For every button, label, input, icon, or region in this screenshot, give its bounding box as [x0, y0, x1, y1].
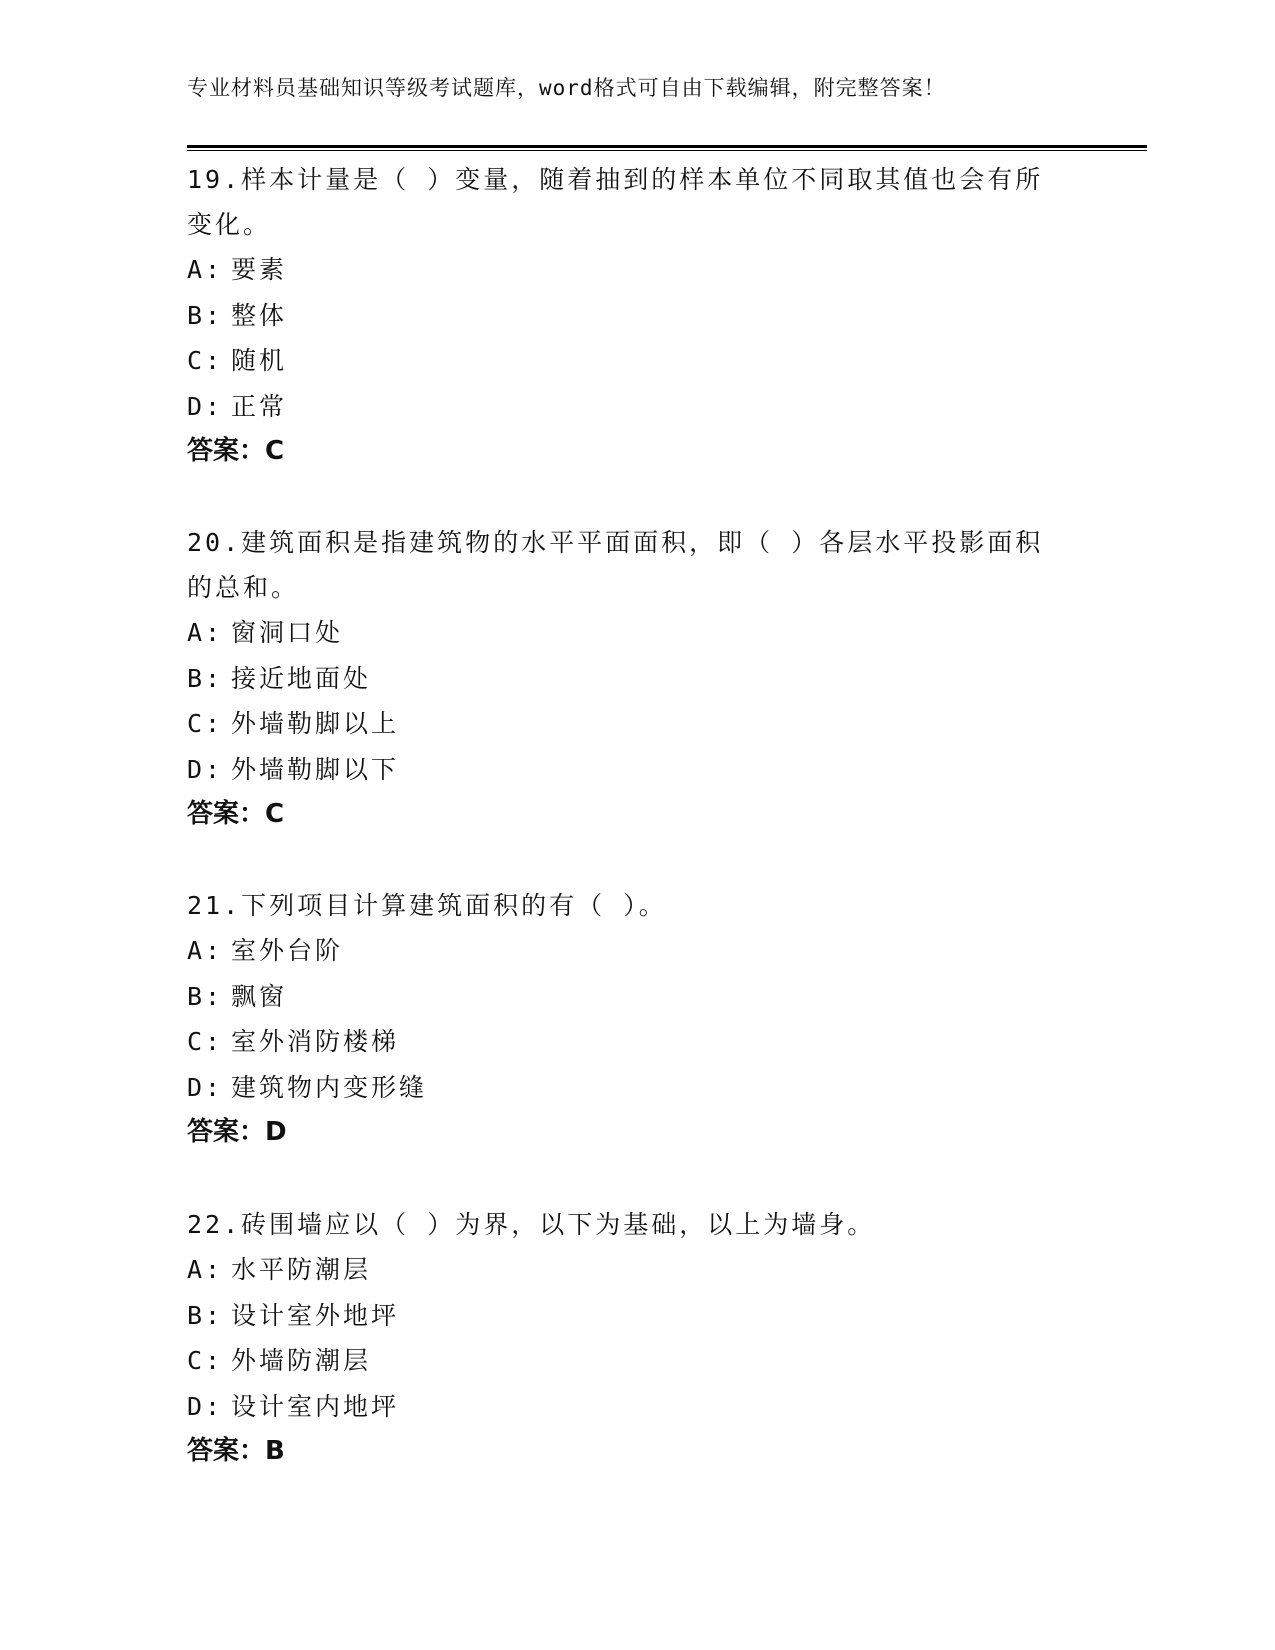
answer-line: 答案：D: [187, 1117, 287, 1147]
option-text: 要素: [231, 255, 288, 284]
option-d: [187, 384, 1067, 430]
option-b: [187, 1293, 1067, 1339]
option-label: B:: [187, 981, 224, 1011]
option-c: [187, 1338, 1067, 1384]
question-stem: 19.样本计量是（ ）变量，随着抽到的样本单位不同取其值也会有所变化。: [187, 165, 1044, 239]
answer-line: 答案：B: [187, 1436, 285, 1466]
option-text: 飘窗: [231, 981, 288, 1011]
option-label: A:: [187, 618, 224, 647]
option-d: [187, 747, 1067, 793]
option-c: [187, 338, 1067, 384]
question-21: [187, 883, 1067, 1155]
option-label: D:: [187, 1072, 224, 1102]
header-rule-thin: [187, 150, 1147, 151]
page-header: 专业材料员基础知识等级考试题库，word格式可自由下载编辑，附完整答案！: [187, 76, 946, 100]
answer-line: 答案：C: [187, 799, 285, 829]
option-c: [187, 701, 1067, 747]
option-text: 设计室外地坪: [231, 1300, 400, 1330]
option-label: C:: [187, 709, 224, 738]
answer-line: 答案：C: [187, 436, 285, 466]
option-a: [187, 247, 1067, 293]
option-label: A:: [187, 936, 224, 965]
option-label: C:: [187, 346, 224, 375]
option-text: 正常: [231, 391, 288, 421]
option-d: [187, 1384, 1067, 1430]
option-c: [187, 1019, 1067, 1065]
option-d: [187, 1065, 1067, 1111]
option-text: 设计室内地坪: [231, 1391, 400, 1421]
option-text: 整体: [231, 300, 288, 330]
option-a: [187, 928, 1067, 974]
option-label: C:: [187, 1346, 224, 1375]
option-label: A:: [187, 1255, 224, 1284]
option-label: D:: [187, 1391, 224, 1421]
question-19: [187, 157, 1067, 474]
option-text: 外墙勒脚以上: [231, 709, 400, 738]
option-text: 外墙防潮层: [231, 1346, 372, 1375]
question-20: [187, 520, 1067, 837]
question-stem: 21.下列项目计算建筑面积的有（ ）。: [187, 891, 667, 920]
question-stem: 22.砖围墙应以（ ）为界，以下为基础，以上为墙身。: [187, 1210, 876, 1239]
option-b: [187, 974, 1067, 1020]
option-b: [187, 656, 1067, 702]
option-text: 室外台阶: [231, 936, 344, 965]
option-b: [187, 293, 1067, 339]
option-a: [187, 1247, 1067, 1293]
option-label: A:: [187, 255, 224, 284]
option-text: 室外消防楼梯: [231, 1027, 400, 1056]
option-text: 外墙勒脚以下: [231, 754, 400, 784]
option-label: B:: [187, 663, 224, 693]
option-text: 随机: [231, 346, 288, 375]
option-label: D:: [187, 754, 224, 784]
option-a: [187, 610, 1067, 656]
header-rule-thick: [187, 145, 1147, 148]
option-text: 接近地面处: [231, 663, 372, 693]
option-label: B:: [187, 1300, 224, 1330]
question-stem: 20.建筑面积是指建筑物的水平平面面积，即（ ）各层水平投影面积的总和。: [187, 528, 1044, 602]
option-text: 建筑物内变形缝: [231, 1072, 428, 1102]
option-label: C:: [187, 1027, 224, 1056]
question-22: [187, 1202, 1067, 1474]
option-label: D:: [187, 391, 224, 421]
option-text: 水平防潮层: [231, 1255, 372, 1284]
option-label: B:: [187, 300, 224, 330]
option-text: 窗洞口处: [231, 618, 344, 647]
